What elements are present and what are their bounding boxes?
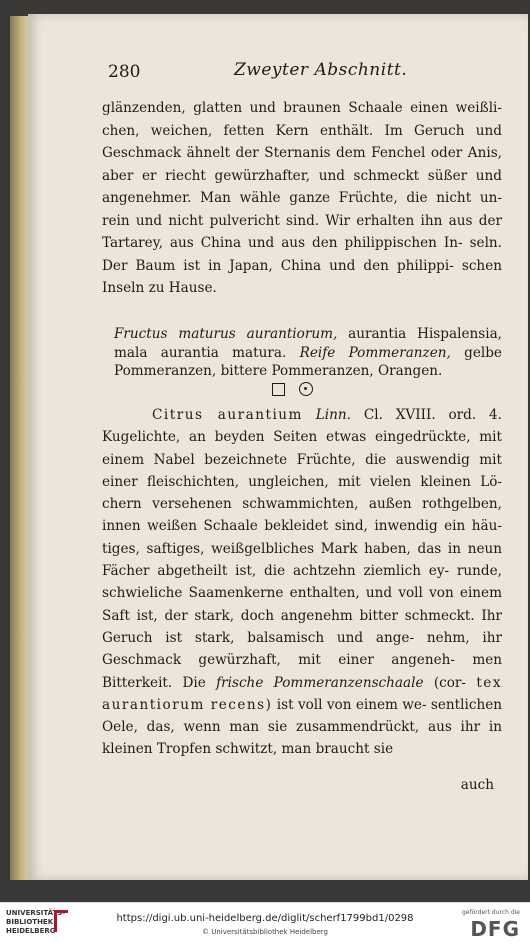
library-logo-text: UNIVERSITÄTS- BIBLIOTHEK HEIDELBERG <box>6 909 66 935</box>
text-line: chen, weichen, fetten Kern enthält. Im Geruch und <box>102 122 502 139</box>
square-symbol-icon <box>272 383 285 396</box>
text-run: men Bitterkeit. Die <box>102 652 503 691</box>
text-line: innen weißen Schaale bekleidet sind, inwendig ein häu- <box>102 518 502 535</box>
symbols-row <box>272 379 332 399</box>
classification: Cl. XVIII. ord. 4. <box>351 407 502 423</box>
text-line: Geschmack ähnelt der Sternanis dem Fenchel oder Anis, <box>102 145 502 161</box>
text-line: einem Nabel bezeichnete Früchte, die auswendig mit <box>102 451 502 468</box>
page-edge <box>10 16 30 880</box>
dfg-caption: gefördert durch die <box>462 909 520 916</box>
text-line: aber er riecht gewürzhafter, und schmeckt süßer und <box>102 167 502 184</box>
text-line: tiges, saftiges, weißgelbliches Mark haben, das in <box>102 540 462 557</box>
circle-dot-symbol-icon <box>299 382 313 396</box>
page-header <box>84 58 514 86</box>
text-run: gelbe <box>450 344 502 361</box>
viewer-footer <box>0 902 530 944</box>
author-abbrev: Linn. <box>302 407 351 423</box>
text-run: (cor- <box>423 674 467 691</box>
permalink[interactable]: https://digi.ub.uni-heidelberg.de/diglit/scherf1799bd1/0298 <box>116 913 414 924</box>
text-line: neun Fächer abgetheilt ist, die achtzehn ziemlich ey- <box>102 540 502 580</box>
dfg-logo[interactable]: DFG <box>470 917 520 941</box>
text-line: chern versehenen schwammichten, außen rothgelben, <box>102 496 502 513</box>
text-line: einer fleischichten, ungleichen, mit vielen kleinen Lö- <box>102 473 502 490</box>
text-line: von einem Saft ist, der stark, doch angenehm bitter <box>102 585 502 624</box>
german-name: Reife Pommeranzen, <box>299 344 451 361</box>
text-line: Kugelichte, an beyden Seiten etwas eingedrückte, mit <box>102 429 502 446</box>
text-line: runde, schwieliche Saamenkerne enthalten, und voll <box>102 563 502 602</box>
text-line: schmeckt. Ihr Geruch ist stark, balsamisch und ange- <box>102 607 503 646</box>
text-line: aus ihr in kleinen Tropfen schwitzt, man braucht sie <box>102 719 502 758</box>
text-run: aurantia Hispalensia, <box>337 326 502 342</box>
text-line: nehm, ihr Geschmack gewürzhaft, mit einer angeneh- <box>102 629 502 669</box>
page-number: 280 <box>108 62 141 82</box>
running-head: Zweyter Abschnitt. <box>234 60 408 80</box>
copyright: © Universitätsbibliothek Heidelberg <box>201 928 328 936</box>
paragraph-2 <box>102 404 502 761</box>
latin-term: tex aurantiorum recens) <box>102 674 502 713</box>
text-run: ist voll von einem we- <box>272 696 427 713</box>
text-run: Pommeranzen, bittere Pommeranzen, Orangen. <box>114 363 443 379</box>
text-line: glänzenden, glatten und braunen Schaale einen weißli- <box>102 100 502 116</box>
text-line: rein und nicht pulvericht sind. Wir erhalten ihn aus <box>102 212 473 229</box>
text-line: der Tartarey, aus China und aus den philippischen In- <box>102 212 502 251</box>
latin-name: Fructus maturus aurantiorum, <box>114 326 338 342</box>
latin-names-block <box>114 325 502 381</box>
species-name: Citrus aurantium <box>152 407 303 423</box>
catchword: auch <box>460 777 494 793</box>
term-italic: frische Pommeranzenschaale <box>216 674 424 691</box>
text-line: schen Inseln zu Hause. <box>102 257 502 296</box>
text-line: seln. Der Baum ist in Japan, China und den philippi- <box>102 235 503 274</box>
text-run: mala aurantia matura. <box>114 344 300 361</box>
paragraph-1 <box>102 97 502 300</box>
text-line: sentlichen Oele, das, wenn man sie zusammendrückt, <box>102 696 502 736</box>
text-line: angenehmer. Man wähle ganze Früchte, die nicht un- <box>102 190 502 206</box>
